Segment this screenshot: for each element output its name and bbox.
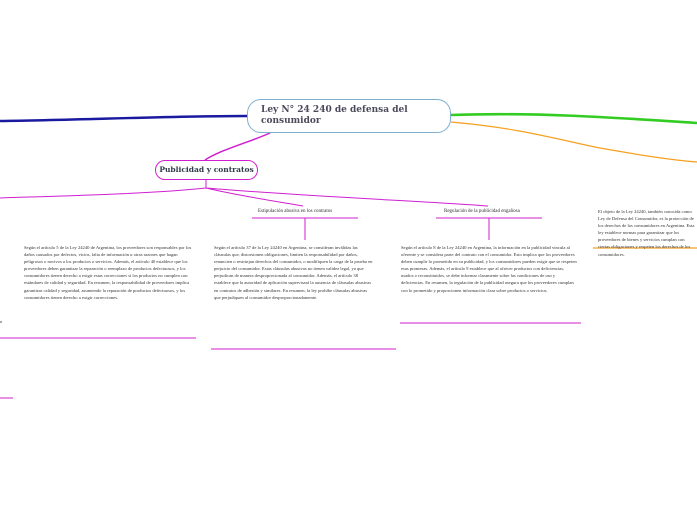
note-estipulacion: Según el artículo 37 de la Ley 24240 en Argentina, se consideran inválidas las cláusulas que, distorsionen obligaciones, limiten la responsabilidad por daños, renuncien o restrinjan derechos del consumidor, o modifiquen la carga de la prueba en perjuicio del consumidor. Estas cláusulas abusivas no tienen validez legal, ya que perjudican de manera desproporcionada al consumidor. Además, el artículo 38 establece que la autoridad de aplicación supervisará la ausencia de cláusulas abusivas en contratos de adhesión y similares. En resumen, la ley prohíbe cláusulas abusivas que perjudiquen al consumidor desproporcionadamente. (214, 245, 373, 300)
branch-line-green (451, 114, 697, 123)
subtopic-label: Publicidad y contratos (159, 165, 254, 174)
branch-line-blue (0, 116, 247, 121)
root-node[interactable] (247, 99, 451, 133)
sub-connector (0, 180, 488, 206)
note-regulacion: Según el artículo 8 de la Ley 24240 en Argentina, la información en la publicidad vincula al oferente y se considera parte del contrato con el consumidor. Esto implica que los proveedores deben cumplir lo prometido en su publicidad, y los consumidores pueden exigir que se respeten esas promesas. Además, el artículo 9 establece que al ofrecer productos con deficiencias, usados o reconstituidos, se debe informar claramente sobre las condiciones de uso y deficiencias. En resumen, la regulación de la publicidad asegura que los proveedores cumplan con lo prometido y proporcionen información clara sobre productos o servicios. (401, 245, 577, 293)
topic-estipulacion[interactable]: Estipulación abusiva en los contratos (258, 209, 333, 214)
note-responsabilidad: Según el artículo 5 de la Ley 24240 de Argentina, los proveedores son responsables por los daños causados por defectos, vicios, falta de información u otras razones que hagan peligrosos o nocivos a los productos o servicios. Además, el artículo 40 establece que los proveedores deben garantizar la reparación o reemplazo de productos defectuosos, y los consumidores tienen derecho a exigir estas correcciones si los productos no cumplen con estándares de calidad y seguridad. En resumen, la responsabilidad de proveedores implica garantizar calidad y seguridad, asumiendo la reparación de productos defectuosos, y los consumidores tienen derecho a exigir correcciones. (24, 245, 192, 300)
root-title: Ley N° 24 240 de defensa del consumidor (261, 105, 408, 126)
note-objeto: El objeto de la Ley 24240, también conocida como Ley de Defensa del Consumidor, es la protección de los derechos de los consumidores en Argentina. Esta ley establece normas para garantizar que los proveedores de bienes y servicios cumplan con ciertas obligaciones y respeten los derechos de los consumidores. (598, 209, 695, 257)
subtopic-node[interactable] (155, 160, 258, 180)
branch-line-orange (451, 122, 697, 162)
branch-line-magenta (205, 133, 270, 160)
topic-regulacion[interactable]: Regulación de la publicidad engañosa (444, 209, 520, 214)
